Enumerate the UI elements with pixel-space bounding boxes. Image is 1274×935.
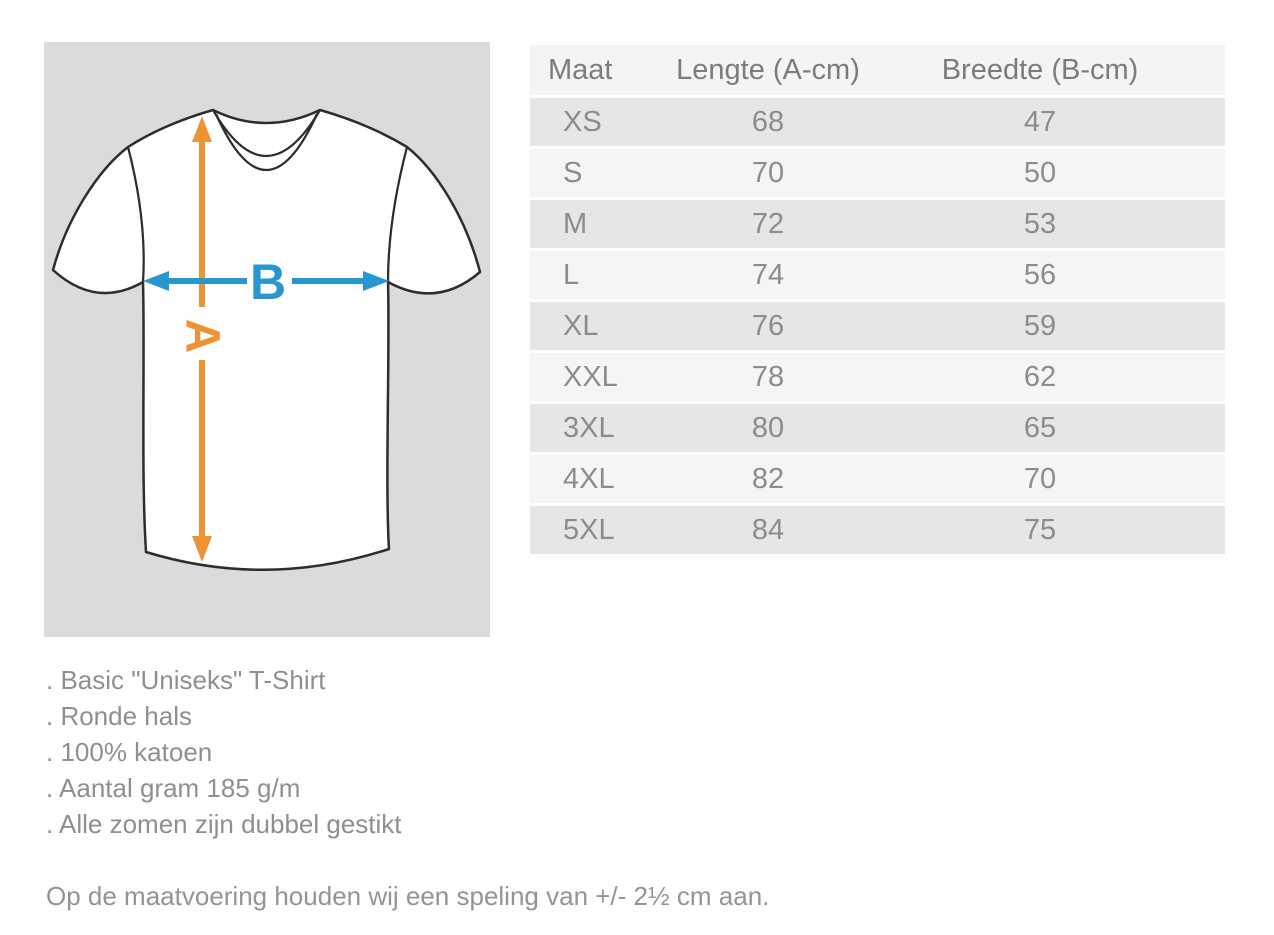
table-row	[530, 251, 1225, 299]
size-table-header-row	[530, 45, 1225, 95]
cell-size: XS	[563, 105, 602, 138]
cell-length: 76	[751, 309, 785, 342]
feature-item: . Aantal gram 185 g/m	[46, 773, 301, 803]
size-table	[530, 45, 1225, 557]
cell-width: 56	[1023, 258, 1057, 291]
feature-item: . 100% katoen	[46, 737, 213, 767]
cell-length: 74	[751, 258, 785, 291]
cell-size: XL	[563, 309, 599, 342]
table-row	[530, 149, 1225, 197]
table-row	[530, 98, 1225, 146]
cell-width: 65	[1023, 411, 1057, 444]
tshirt-illustration	[44, 42, 490, 637]
feature-item: . Basic "Uniseks" T-Shirt	[46, 665, 326, 695]
tshirt-outline	[53, 110, 480, 570]
cell-length: 82	[751, 462, 785, 495]
cell-width: 59	[1023, 309, 1057, 342]
size-table-body	[530, 98, 1225, 554]
cell-length: 68	[751, 105, 785, 138]
table-row	[530, 404, 1225, 452]
cell-width: 70	[1023, 462, 1057, 495]
column-header-length: Lengte (A-cm)	[676, 53, 860, 86]
cell-size: 4XL	[563, 462, 615, 495]
cell-size: S	[563, 156, 583, 189]
cell-width: 53	[1023, 207, 1057, 240]
tolerance-note: Op de maatvoering houden wij een speling van +/- 2½ cm aan.	[46, 881, 770, 911]
cell-size: 5XL	[563, 513, 615, 546]
table-row	[530, 302, 1225, 350]
cell-width: 47	[1023, 105, 1057, 138]
cell-length: 72	[751, 207, 785, 240]
cell-length: 78	[751, 360, 785, 393]
table-row	[530, 455, 1225, 503]
table-row	[530, 353, 1225, 401]
cell-width: 50	[1023, 156, 1057, 189]
column-header-width: Breedte (B-cm)	[941, 53, 1139, 86]
cell-size: XXL	[563, 360, 618, 393]
cell-size: 3XL	[563, 411, 615, 444]
cell-width: 75	[1023, 513, 1057, 546]
shirt-measure-diagram	[44, 42, 490, 637]
cell-size: M	[563, 207, 588, 240]
cell-width: 62	[1023, 360, 1057, 393]
column-header-size: Maat	[548, 53, 613, 86]
cell-length: 84	[751, 513, 785, 546]
feature-list	[46, 662, 402, 842]
cell-length: 80	[751, 411, 785, 444]
table-row	[530, 506, 1225, 554]
feature-item: . Alle zomen zijn dubbel gestikt	[46, 809, 402, 839]
feature-item: . Ronde hals	[46, 701, 192, 731]
table-row	[530, 200, 1225, 248]
cell-length: 70	[751, 156, 785, 189]
cell-size: L	[563, 258, 580, 291]
width-label: B	[249, 254, 287, 310]
length-label: A	[175, 318, 229, 354]
